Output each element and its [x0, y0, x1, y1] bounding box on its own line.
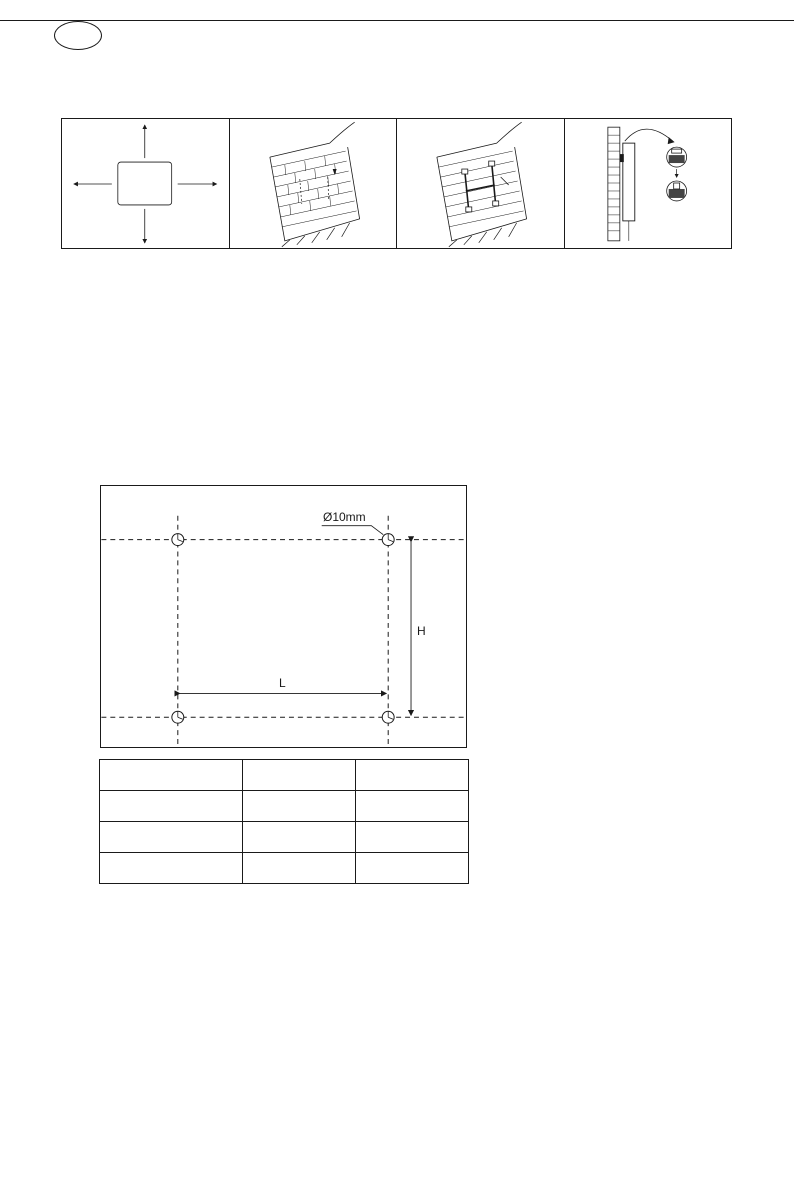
table-row [100, 791, 469, 822]
table-cell [100, 853, 243, 884]
table-cell [243, 822, 356, 853]
table-cell [100, 791, 243, 822]
step-bracket-panel [397, 119, 565, 248]
table-cell [100, 822, 243, 853]
installation-steps-strip [61, 118, 732, 249]
dimensions-table [99, 759, 469, 884]
table-cell [356, 791, 469, 822]
table-row [100, 853, 469, 884]
height-label: H [417, 624, 426, 638]
step-drilling-panel [230, 119, 398, 248]
hole-leader-line [322, 526, 384, 535]
table-cell [243, 791, 356, 822]
heater-hanging-icon [565, 119, 732, 248]
length-label: L [279, 676, 286, 690]
table-cell [243, 760, 356, 791]
table-cell [356, 822, 469, 853]
drilling-hole-layout [101, 486, 466, 747]
drilling-template-diagram [100, 485, 467, 748]
bracket-mounting-icon [397, 119, 564, 248]
table-row [100, 760, 469, 791]
step-clearance-panel [62, 119, 230, 248]
top-rule [0, 20, 794, 21]
table-cell [100, 760, 243, 791]
table-cell [356, 853, 469, 884]
hole-diameter-label: Ø10mm [323, 510, 366, 524]
table-row [100, 822, 469, 853]
step-hanging-panel [565, 119, 732, 248]
table-cell [243, 853, 356, 884]
table-cell [356, 760, 469, 791]
language-badge [54, 21, 102, 50]
clearance-diagram-icon [62, 119, 229, 248]
wall-drilling-icon [230, 119, 397, 248]
